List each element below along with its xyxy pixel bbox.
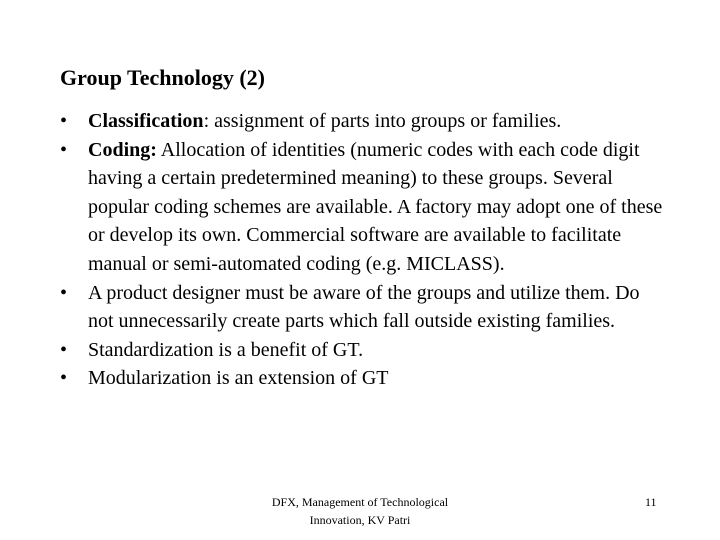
bullet-item-standardization bbox=[60, 336, 670, 365]
bullet-text: A product designer must be aware of the groups and utilize them. Do not unnecessarily create parts which fall outside existing families. bbox=[88, 281, 640, 333]
slide-title: Group Technology (2) bbox=[60, 65, 265, 90]
bullet-list bbox=[60, 107, 670, 393]
footer-line-1: DFX, Management of Technological bbox=[271, 495, 449, 509]
bullet-term: Coding: bbox=[88, 138, 157, 161]
bullet-symbol: • bbox=[60, 338, 68, 361]
bullet-text: : assignment of parts into groups or families. bbox=[203, 110, 562, 132]
bullet-item-modularization bbox=[60, 364, 670, 393]
bullet-symbol: • bbox=[60, 138, 68, 161]
page-number: 11 bbox=[645, 495, 657, 509]
bullet-text: Modularization is an extension of GT bbox=[88, 367, 389, 390]
bullet-item-classification bbox=[60, 107, 670, 136]
bullet-item-coding bbox=[60, 136, 670, 279]
bullet-term: Classification bbox=[88, 110, 204, 132]
bullet-symbol: • bbox=[60, 110, 68, 132]
bullet-symbol: • bbox=[60, 367, 68, 390]
bullet-text: Allocation of identities (numeric codes with each code digit having a certain predetermined meaning) to these groups. Several popular coding schemes are available. A factory may adopt one of these or develop its own. Commercial software are available to facilitate manual or semi-automated coding (e.g. MICLASS). bbox=[88, 138, 663, 275]
footer-line-2: Innovation, KV Patri bbox=[309, 513, 411, 527]
bullet-text: Standardization is a benefit of GT. bbox=[88, 338, 364, 361]
footer-caption bbox=[250, 493, 470, 529]
bullet-symbol: • bbox=[60, 281, 68, 304]
bullet-item-product-designer bbox=[60, 279, 670, 336]
